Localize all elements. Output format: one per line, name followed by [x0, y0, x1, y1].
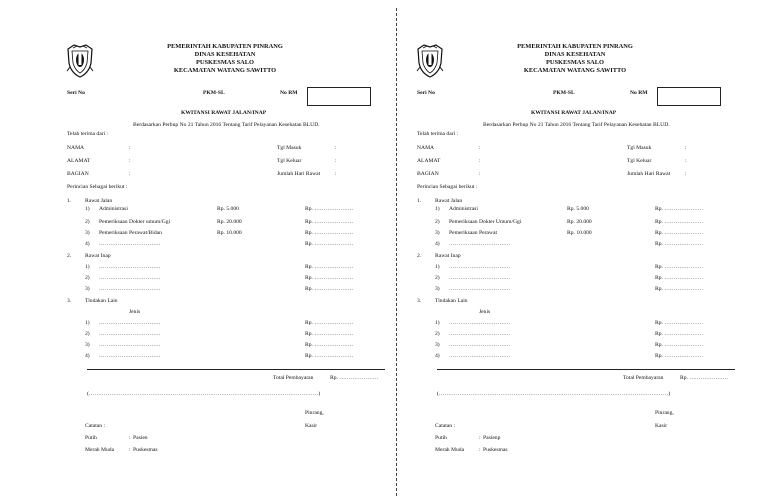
amount-in-words[interactable]: (……………………………………………………………………………………………………………) [87, 391, 321, 397]
line-item-description: Pemeriksaan Dokter umum/Ggi [99, 219, 171, 225]
line-item-description: Pemeriksaan Perawat/Bidan [99, 230, 162, 236]
copy-separator: : [479, 447, 481, 453]
line-item-amount[interactable]: Rp. ………………… [305, 286, 354, 292]
field-label-right: Jumlah Hari Rawat [627, 171, 671, 177]
line-item-tariff: Rp. 10.000 [567, 230, 592, 236]
line-item-number: 3) [435, 342, 440, 348]
line-item-tariff: Rp. 20.000 [217, 219, 242, 225]
field-separator-right: : [685, 171, 687, 177]
section-title-other-procedures: Tindakan Lain [435, 298, 468, 304]
section-title-inpatient: Rawat Inap [85, 253, 111, 259]
copy-separator: : [129, 447, 131, 453]
line-item-number: 3) [85, 342, 90, 348]
line-item-amount[interactable]: Rp. ………………… [655, 230, 704, 236]
line-item-number: 1) [435, 206, 440, 212]
line-item-number: 3) [435, 230, 440, 236]
field-separator-right: : [335, 145, 337, 151]
line-item-amount[interactable]: Rp. ………………… [655, 241, 704, 247]
line-item-description: …………………………… [449, 286, 511, 292]
header-line-district: KECAMATAN WATANG SAWITTO [523, 67, 627, 74]
line-item-amount[interactable]: Rp. ………………… [655, 206, 704, 212]
procedure-type-label: Jenis [129, 309, 141, 315]
line-item-description: Pemeriksaan Dokter Umum/Ggi [449, 219, 522, 225]
signature-place: Pinrang, [305, 410, 324, 416]
serial-number-label: Seri No [417, 90, 435, 96]
section-title-outpatient: Rawat Jalan [85, 198, 113, 204]
line-item-number: 2) [85, 331, 90, 337]
line-item-description: …………………………… [99, 320, 161, 326]
signature-place: Pinrang, [655, 410, 674, 416]
header-line-agency: DINAS KESEHATAN [544, 51, 606, 58]
receipt-title: KWITANSI RAWAT JALAN/INAP [181, 110, 267, 116]
copy-color: Merah Muda [435, 447, 465, 453]
medical-record-number-box[interactable] [307, 87, 371, 106]
field-label-right: Tgl Keluar [627, 158, 652, 164]
line-item-amount[interactable]: Rp. ………………… [655, 320, 704, 326]
line-item-amount[interactable]: Rp. ………………… [305, 241, 354, 247]
copy-destination: Puskesmas [483, 447, 508, 453]
copy-color: Merah Muda [85, 447, 115, 453]
serial-number-label: Seri No [67, 90, 85, 96]
line-item-number: 2) [435, 219, 440, 225]
line-item-tariff: Rp. 20.000 [567, 219, 592, 225]
header-line-government: PEMERINTAH KABUPATEN PINRANG [167, 43, 283, 50]
field-separator-right: : [685, 158, 687, 164]
line-item-amount[interactable]: Rp. ………………… [305, 353, 354, 359]
header-line-agency: DINAS KESEHATAN [194, 51, 256, 58]
section-number: 3. [67, 298, 72, 304]
line-item-amount[interactable]: Rp. ………………… [305, 206, 354, 212]
copy-color: Putih [85, 435, 97, 441]
field-separator-right: : [335, 158, 337, 164]
section-number: 2. [67, 253, 72, 259]
line-item-description: …………………………… [99, 264, 161, 270]
line-item-number: 2) [85, 219, 90, 225]
section-title-outpatient: Rawat Jalan [435, 198, 463, 204]
receipt-form [395, 0, 755, 503]
section-title-other-procedures: Tindakan Lain [85, 298, 118, 304]
line-item-description: …………………………… [449, 320, 511, 326]
line-item-amount[interactable]: Rp. ………………… [655, 331, 704, 337]
total-separator-line [437, 369, 735, 370]
section-number: 2. [417, 253, 422, 259]
medical-record-label: No RM [280, 90, 298, 96]
field-separator-right: : [685, 145, 687, 151]
amount-in-words[interactable]: (……………………………………………………………………………………………………………) [437, 391, 671, 397]
line-item-description: …………………………… [449, 353, 511, 359]
line-item-description: Administrasi [99, 206, 128, 212]
line-item-number: 4) [85, 241, 90, 247]
line-item-amount[interactable]: Rp. ………………… [305, 230, 354, 236]
total-payment-amount[interactable]: Rp. ………………… [330, 375, 379, 381]
total-separator-line [87, 369, 385, 370]
line-item-number: 1) [435, 320, 440, 326]
line-item-amount[interactable]: Rp. ………………… [305, 320, 354, 326]
section-number: 1. [417, 198, 422, 204]
copy-destination: Pasien [133, 435, 148, 441]
line-item-amount[interactable]: Rp. ………………… [305, 342, 354, 348]
line-item-description: …………………………… [449, 331, 511, 337]
medical-record-number-box[interactable] [657, 87, 721, 106]
field-label: NAMA [417, 145, 435, 151]
line-item-description: …………………………… [99, 286, 161, 292]
field-label: BAGIAN [417, 171, 439, 177]
form-code: PKM-SL [203, 90, 225, 96]
copy-separator: : [129, 435, 131, 441]
received-from-label: Telah terima dari : [67, 131, 109, 137]
line-item-tariff: Rp. 5.000 [217, 206, 239, 212]
field-separator: : [129, 158, 131, 164]
line-item-amount[interactable]: Rp. ………………… [655, 353, 704, 359]
line-item-number: 2) [435, 331, 440, 337]
line-item-number: 3) [85, 286, 90, 292]
line-item-description: …………………………… [449, 264, 511, 270]
line-item-number: 2) [435, 275, 440, 281]
line-item-tariff: Rp. 5.000 [567, 206, 589, 212]
line-item-description: Pemeriksaan Perawat [449, 230, 497, 236]
cashier-label: Kasir [305, 423, 318, 429]
field-separator-right: : [335, 171, 337, 177]
line-item-amount[interactable]: Rp. ………………… [305, 219, 354, 225]
line-item-amount[interactable]: Rp. ………………… [655, 264, 704, 270]
line-item-description: …………………………… [99, 331, 161, 337]
copy-color: Putih [435, 435, 447, 441]
total-payment-label: Total Pembayaran [273, 375, 314, 381]
receipt-title: KWITANSI RAWAT JALAN/INAP [531, 110, 617, 116]
copy-separator: : [479, 435, 481, 441]
breakdown-label: Perincian Sebagai berikut : [67, 184, 128, 190]
copy-destination: Puskesmas [133, 447, 158, 453]
field-label-right: Tgl Masuk [277, 145, 302, 151]
header-line-government: PEMERINTAH KABUPATEN PINRANG [517, 43, 633, 50]
form-code: PKM-SL [553, 90, 575, 96]
line-item-number: 2) [85, 275, 90, 281]
header-line-clinic: PUSKESMAS SALO [545, 59, 605, 66]
procedure-type-label: Jenis [479, 309, 491, 315]
field-label: BAGIAN [67, 171, 89, 177]
cashier-label: Kasir [655, 423, 668, 429]
line-item-number: 4) [435, 353, 440, 359]
header-line-district: KECAMATAN WATANG SAWITTO [173, 67, 277, 74]
line-item-amount[interactable]: Rp. ………………… [655, 342, 704, 348]
copy-destination: Pasienp [483, 435, 501, 441]
receipt-form [45, 0, 405, 503]
line-item-number: 4) [85, 353, 90, 359]
line-item-number: 1) [85, 320, 90, 326]
line-item-description: …………………………… [99, 353, 161, 359]
section-title-inpatient: Rawat Inap [435, 253, 461, 259]
field-label: ALAMAT [67, 158, 91, 164]
field-label: NAMA [67, 145, 85, 151]
line-item-amount[interactable]: Rp. ………………… [305, 331, 354, 337]
line-item-description: …………………………… [99, 342, 161, 348]
breakdown-label: Perincian Sebagai berikut : [417, 184, 478, 190]
field-label-right: Tgl Keluar [277, 158, 302, 164]
field-separator: : [129, 171, 131, 177]
section-number: 3. [417, 298, 422, 304]
line-item-number: 1) [85, 206, 90, 212]
field-separator: : [129, 145, 131, 151]
line-item-description: …………………………… [449, 275, 511, 281]
line-item-amount[interactable]: Rp. ………………… [305, 275, 354, 281]
section-number: 1. [67, 198, 72, 204]
line-item-tariff: Rp. 10.000 [217, 230, 242, 236]
field-label-right: Tgl Masuk [627, 145, 652, 151]
total-payment-label: Total Pembayaran [623, 375, 664, 381]
field-label-right: Jumlah Hari Rawat [277, 171, 321, 177]
field-separator: : [479, 171, 481, 177]
line-item-description: …………………………… [99, 241, 161, 247]
field-separator: : [479, 158, 481, 164]
line-item-amount[interactable]: Rp. ………………… [655, 219, 704, 225]
line-item-description: Administrasi [449, 206, 478, 212]
received-from-label: Telah terima dari : [417, 131, 459, 137]
line-item-amount[interactable]: Rp. ………………… [655, 286, 704, 292]
field-separator: : [479, 145, 481, 151]
field-label: ALAMAT [417, 158, 441, 164]
line-item-description: …………………………… [449, 342, 511, 348]
header-line-clinic: PUSKESMAS SALO [195, 59, 255, 66]
line-item-number: 1) [435, 264, 440, 270]
line-item-description: …………………………… [99, 275, 161, 281]
line-item-number: 3) [85, 230, 90, 236]
regulation-note: Berdasarkan Perbup No 21 Tahun 2016 Tentang Tarif Pelayanan Kesehatan BLUD. [483, 122, 670, 128]
total-payment-amount[interactable]: Rp. ………………… [680, 375, 729, 381]
line-item-number: 3) [435, 286, 440, 292]
regulation-note: Berdasarkan Perbup No 21 Tahun 2016 Tentang Tarif Pelayanan Kesehatan BLUD. [133, 122, 320, 128]
line-item-number: 4) [435, 241, 440, 247]
line-item-description: …………………………… [449, 241, 511, 247]
notes-label: Catatan : [435, 423, 456, 429]
line-item-amount[interactable]: Rp. ………………… [305, 264, 354, 270]
line-item-amount[interactable]: Rp. ………………… [655, 275, 704, 281]
notes-label: Catatan : [85, 423, 106, 429]
medical-record-label: No RM [630, 90, 648, 96]
line-item-number: 1) [85, 264, 90, 270]
